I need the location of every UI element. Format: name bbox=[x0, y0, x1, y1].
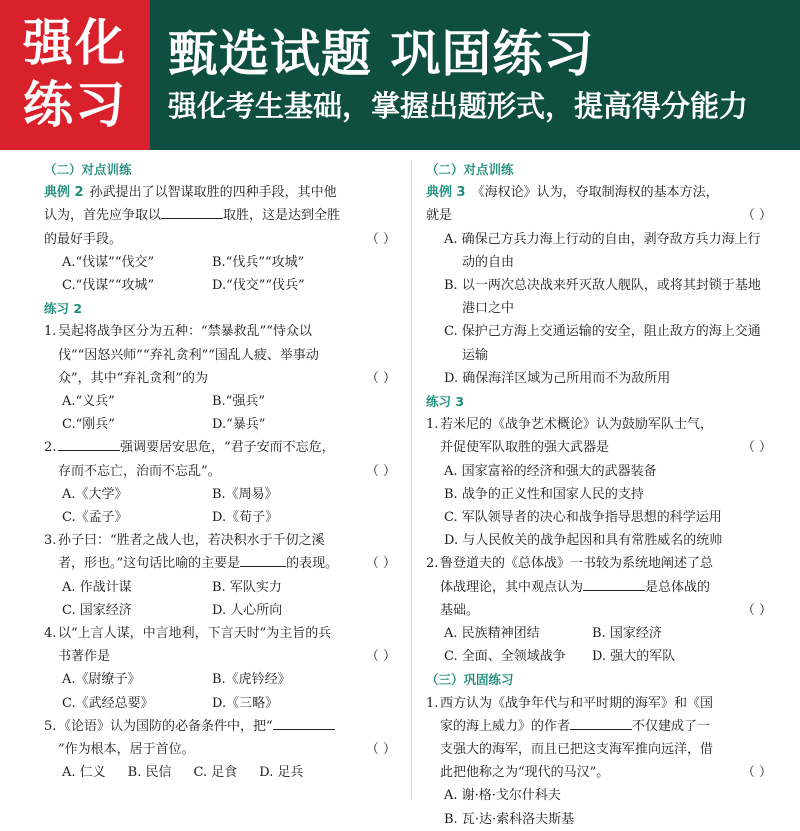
option: A.《尉缭子》 bbox=[62, 672, 141, 688]
practice-title: 练习 3 bbox=[426, 394, 465, 410]
left-column bbox=[44, 158, 396, 784]
answer-paren: （ ） bbox=[741, 440, 772, 456]
option: D. 足兵 bbox=[259, 765, 304, 781]
column-divider bbox=[411, 160, 412, 800]
question-text: 西方认为《战争年代与和平时期的海军》和《国家的海上威力》的作者 bbox=[440, 695, 714, 734]
section-title: （二）对点训练 bbox=[426, 162, 514, 177]
question-text: ”作为根本，居于首位。 bbox=[58, 742, 195, 758]
option: C.“伐谋”“攻城” bbox=[62, 278, 155, 294]
question bbox=[44, 622, 396, 668]
answer-blank bbox=[240, 552, 286, 567]
option: B. 民信 bbox=[127, 765, 172, 781]
question-text: 不仅建成了一支强大的海军，而且已把这支海军推向远洋，借此把他称之为“现代的马汉”。 bbox=[440, 718, 714, 781]
answer-blank bbox=[58, 436, 120, 451]
option: B.《虎钤经》 bbox=[212, 672, 291, 688]
section-title: （二）对点训练 bbox=[44, 162, 132, 177]
option: C. 保护己方海上交通运输的安全，阻止敌方的海上交通运输 bbox=[444, 324, 761, 363]
question-number: 5. bbox=[44, 718, 57, 734]
question-text: 孙子曰：“胜者之战人也，若决积水于千仞之溪者，形也。”这句话比喻的主要是 bbox=[58, 533, 325, 572]
badge-line-1: 强化 bbox=[23, 14, 127, 72]
options bbox=[44, 390, 396, 436]
question-text: 强调要居安思危，“君子安而不忘危，存而不忘亡，治而不忘乱”。 bbox=[58, 440, 335, 479]
option: B.《周易》 bbox=[212, 486, 278, 502]
question bbox=[426, 692, 772, 785]
question bbox=[44, 436, 396, 482]
option: A.《大学》 bbox=[62, 486, 128, 502]
answer-paren: （ ） bbox=[365, 463, 396, 479]
option: D.“伐交”“伐兵” bbox=[212, 278, 305, 294]
question-text: 以“上言人谋，中言地利，下言天时”为主旨的兵书著作是 bbox=[58, 626, 332, 665]
question bbox=[44, 715, 396, 761]
question-text: 的表现。 bbox=[286, 556, 339, 572]
question bbox=[426, 552, 772, 622]
option: A. 谢·格·戈尔什科夫 bbox=[444, 788, 561, 804]
answer-blank bbox=[161, 204, 223, 219]
option: D. 确保海洋区域为己所用而不为敌所用 bbox=[444, 370, 671, 386]
option: D.《三略》 bbox=[212, 695, 279, 711]
example-question bbox=[426, 181, 772, 227]
options bbox=[44, 761, 396, 784]
question-text: 《海权论》认为，夺取制海权的基本方法，就是 bbox=[426, 185, 719, 224]
option: A. 国家富裕的经济和强大的武器装备 bbox=[444, 463, 657, 479]
question-number: 1. bbox=[426, 695, 439, 711]
question bbox=[44, 320, 396, 390]
option: B. 瓦·达·索科洛夫斯基 bbox=[444, 811, 575, 827]
headline: 甄选试题 巩固练习 bbox=[168, 25, 595, 83]
option: D.《荀子》 bbox=[212, 510, 279, 526]
question-number: 1. bbox=[44, 324, 57, 340]
options bbox=[426, 622, 772, 668]
option: A.“义兵” bbox=[62, 394, 115, 410]
section-title: （三）巩固练习 bbox=[426, 672, 514, 688]
option: D. 强大的军队 bbox=[592, 649, 676, 665]
option: D. 人心所向 bbox=[212, 602, 283, 618]
badge-line-2: 练习 bbox=[23, 76, 127, 134]
option: C. 军队领导者的决心和战争指导思想的科学运用 bbox=[444, 510, 722, 526]
question-number: 4. bbox=[44, 626, 57, 642]
option: A. 作战计谋 bbox=[62, 579, 132, 595]
question-number: 2. bbox=[44, 440, 57, 456]
options bbox=[44, 576, 396, 622]
option: B.“伐兵”“攻城” bbox=[212, 254, 305, 270]
example-label: 典例 3 bbox=[426, 185, 466, 201]
option: B. 国家经济 bbox=[592, 626, 662, 642]
question bbox=[44, 529, 396, 575]
answer-paren: （ ） bbox=[741, 602, 772, 618]
question-number: 2. bbox=[426, 556, 439, 572]
answer-paren: （ ） bbox=[365, 370, 396, 386]
badge bbox=[0, 0, 150, 150]
question-text: 若米尼的《战争艺术概论》认为鼓励军队士气，并促使军队取胜的强大武器是 bbox=[440, 417, 714, 456]
option: A. 民族精神团结 bbox=[444, 626, 540, 642]
option: C. 全面、全领域战争 bbox=[444, 649, 566, 665]
option: C.“刚兵” bbox=[62, 417, 115, 433]
options bbox=[426, 460, 772, 553]
option: D. 与人民攸关的战争起因和具有常胜威名的统帅 bbox=[444, 533, 723, 549]
practice-title: 练习 2 bbox=[44, 301, 83, 317]
question-text: 吴起将战争区分为五种：“禁暴救乱”“恃众以伐”“因怒兴师”“弃礼贪利”“国乱人疲、举事动众”，其中“弃礼贪利”的为 bbox=[58, 324, 319, 386]
answer-paren: （ ） bbox=[365, 231, 396, 247]
options bbox=[44, 483, 396, 529]
answer-paren: （ ） bbox=[365, 649, 396, 665]
option: A. 仁义 bbox=[62, 765, 106, 781]
option: B. 军队实力 bbox=[212, 579, 282, 595]
question-text: 《论语》认为国防的必备条件中，把“ bbox=[58, 718, 273, 734]
answer-paren: （ ） bbox=[365, 556, 396, 572]
question-text: 取胜，这是达到全胜的最好手段。 bbox=[44, 208, 341, 247]
right-column bbox=[426, 158, 772, 831]
options bbox=[426, 228, 772, 390]
question-number: 3. bbox=[44, 533, 57, 549]
answer-blank bbox=[273, 715, 335, 730]
options bbox=[426, 784, 772, 830]
answer-paren: （ ） bbox=[365, 742, 396, 758]
question-text: 鲁登道夫的《总体战》一书较为系统地阐述了总体战理论，其中观点认为 bbox=[440, 556, 714, 595]
question-text: 是总体战的基础。 bbox=[440, 579, 711, 618]
option: C. 国家经济 bbox=[62, 602, 132, 618]
option: A.“伐谋”“伐交” bbox=[62, 254, 155, 270]
question bbox=[426, 413, 772, 459]
answer-blank bbox=[570, 715, 632, 730]
option: C. 足食 bbox=[193, 765, 238, 781]
header-banner bbox=[0, 0, 800, 150]
question-number: 1. bbox=[426, 417, 439, 433]
options bbox=[44, 668, 396, 714]
answer-paren: （ ） bbox=[741, 765, 772, 781]
example-question bbox=[44, 181, 396, 251]
option: A. 确保己方兵力海上行动的自由，剥夺敌方兵力海上行动的自由 bbox=[444, 231, 761, 270]
example-label: 典例 2 bbox=[44, 185, 84, 201]
option: C.《孟子》 bbox=[62, 510, 128, 526]
subline: 强化考生基础，掌握出题形式，提高得分能力 bbox=[168, 89, 749, 123]
answer-blank bbox=[583, 576, 645, 591]
option: B.“强兵” bbox=[212, 394, 265, 410]
answer-paren: （ ） bbox=[741, 208, 772, 224]
option: D.“暴兵” bbox=[212, 417, 266, 433]
option: C.《武经总要》 bbox=[62, 695, 154, 711]
options bbox=[44, 251, 396, 297]
option: B. 战争的正义性和国家人民的支持 bbox=[444, 486, 644, 502]
question-text: 孙武提出了以智谋取胜的四种手段，其中他认为，首先应争取以 bbox=[44, 185, 337, 224]
option: B. 以一两次总决战来歼灭敌人舰队，或将其封锁于基地港口之中 bbox=[444, 278, 761, 317]
